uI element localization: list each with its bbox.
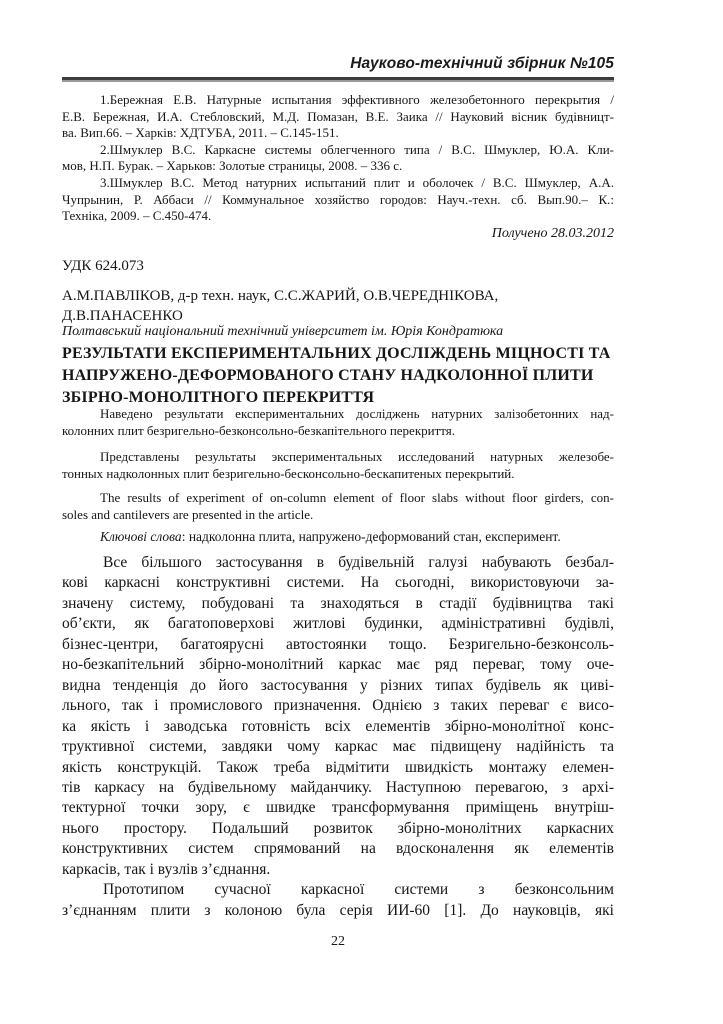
- abstract-english: [62, 489, 614, 523]
- text-line: колонних плит безригельно-безконсольно-безкапітельного перекриття.: [62, 423, 456, 438]
- header-rule: [62, 77, 614, 82]
- article-title: [62, 343, 614, 408]
- text-line: ЗБІРНО-МОНОЛІТНОГО ПЕРЕКРИТТЯ: [62, 388, 375, 406]
- text-line: Все більшого застосування в будівельній галузі набувають безбал-: [103, 554, 614, 571]
- body-paragraph-1: [62, 553, 614, 880]
- abstract-ukrainian: [62, 405, 614, 439]
- text-line: 1.Бережная Е.В. Натурные испытания эффективного железобетонного перекрытия /: [100, 92, 614, 107]
- text-line: Наведено результати експериментальних досліджень натурних залізобетонних над-: [100, 406, 614, 421]
- keywords-label: Ключові слова: [100, 529, 182, 544]
- references-list: [62, 92, 614, 225]
- text-line: Е.В. Бережная, И.А. Стебловский, М.Д. Помазан, В.Е. Заика // Науковий вісник будівницт-: [62, 108, 614, 124]
- keywords: [62, 529, 652, 545]
- text-line: НАПРУЖЕНО-ДЕФОРМОВАНОГО СТАНУ НАДКОЛОННОЇ ПЛИТИ: [62, 366, 594, 384]
- received-date: Получено 28.03.2012: [491, 226, 614, 241]
- text-line: нього простору. Подальший розвиток збірно-монолітних каркасних: [62, 819, 614, 837]
- text-line: Представлены результаты экспериментальных исследований натурных железобе-: [100, 449, 614, 464]
- journal-header: Науково-технічний збірник №105: [350, 55, 614, 72]
- text-line: РЕЗУЛЬТАТИ ЕКСПЕРИМЕНТАЛЬНИХ ДОСЛІЖДЕНЬ МІЦНОСТІ ТА: [62, 345, 611, 362]
- affiliation: Полтавський національний технічний університет ім. Юрія Кондратюка: [62, 324, 504, 339]
- text-line: Чупрынин, Р. Аббаси // Коммунальное хозяйство городов: Науч.-техн. сб. Вып.90.– К.:: [62, 191, 614, 207]
- header-rule-light-line: [62, 80, 614, 82]
- text-line: 2.Шмуклер В.С. Каркасне системы облегченного типа / В.С. Шмуклер, Ю.А. Кли-: [100, 141, 614, 157]
- page-number: 22: [331, 934, 345, 949]
- text-line: видна тенденція до його застосування у різних типах будівель як циві-: [62, 676, 614, 694]
- text-line: soles and cantilevers are presented in the article.: [62, 507, 314, 522]
- text-line: тектурної точки зору, є швидке трансформування приміщень внутріш-: [62, 799, 614, 817]
- text-line: The results of experiment of on-column element of floor slabs without floor girders, con-: [100, 490, 614, 505]
- text-line: льного, так і промислового призначення. Однією з таких переваг є висо-: [62, 697, 614, 715]
- authors-line-2: Д.В.ПАНАСЕНКО: [62, 307, 183, 324]
- text-line: но-безкапітельний збірно-монолітний каркас має ряд переваг, тому оче-: [62, 656, 614, 674]
- text-line: кові каркасні конструктивні системи. На сьогодні, використовуючи за-: [62, 574, 614, 592]
- text-line: бізнес-центри, багатоярусні автостоянки тощо. Безригельно-безконсоль-: [62, 635, 614, 653]
- authors: [62, 287, 614, 326]
- text-line: значену систему, побудовані та знаходяться в стадії будівництва такі: [62, 594, 614, 612]
- text-line: об’єкти, як багатоповерхові житлові будинки, адміністративні будівлі,: [62, 615, 614, 633]
- text-line: тів каркасу на будівельному майданчику. Наступною перевагою, з архі-: [62, 778, 614, 796]
- authors-line-1: А.М.ПАВЛІКОВ, д-р техн. наук, С.С.ЖАРИЙ, О.В.ЧЕРЕДНІКОВА,: [62, 288, 499, 304]
- body-paragraph-2: [62, 880, 614, 921]
- text-line: мов, Н.П. Бурак. – Харьков: Золотые страницы, 2008. – 336 с.: [62, 158, 403, 174]
- text-line: 3.Шмуклер В.С. Метод натурних испытаний плит и оболочек / В.С. Шмуклер, А.А.: [100, 174, 614, 190]
- udc-number: УДК 624.073: [62, 258, 144, 274]
- article-body: [62, 553, 614, 921]
- text-line: конструктивних систем спрямований на вдосконалення як елементів: [62, 840, 614, 858]
- keywords-text: : надколонна плита, напружено-деформований стан, експеримент.: [181, 529, 561, 544]
- text-line: ка якість і заводська готовність всіх елементів збірно-монолітної конс-: [62, 717, 614, 735]
- text-line: Техніка, 2009. – С.450-474.: [62, 208, 212, 224]
- text-line: ва. Вип.66. – Харків: ХДТУБА, 2011. – С.145-151.: [62, 125, 339, 141]
- text-line: якість конструкцій. Також треба відмітити швидкість монтажу елемен-: [62, 758, 614, 776]
- text-line: Прототипом сучасної каркасної системи з безконсольним: [103, 881, 614, 899]
- abstract-russian: [62, 448, 614, 482]
- text-line: каркасів, так і вузлів з’єднання.: [62, 860, 271, 878]
- text-line: з’єднанням плити з колоною була серія ИИ-60 [1]. До науковців, які: [62, 901, 614, 919]
- text-line: тонных надколонных плит безригельно-бесконсольно-бескапитеных перекрытий.: [62, 466, 515, 481]
- text-line: труктивної системи, завдяки чому каркас має підвищену надійність та: [62, 738, 614, 756]
